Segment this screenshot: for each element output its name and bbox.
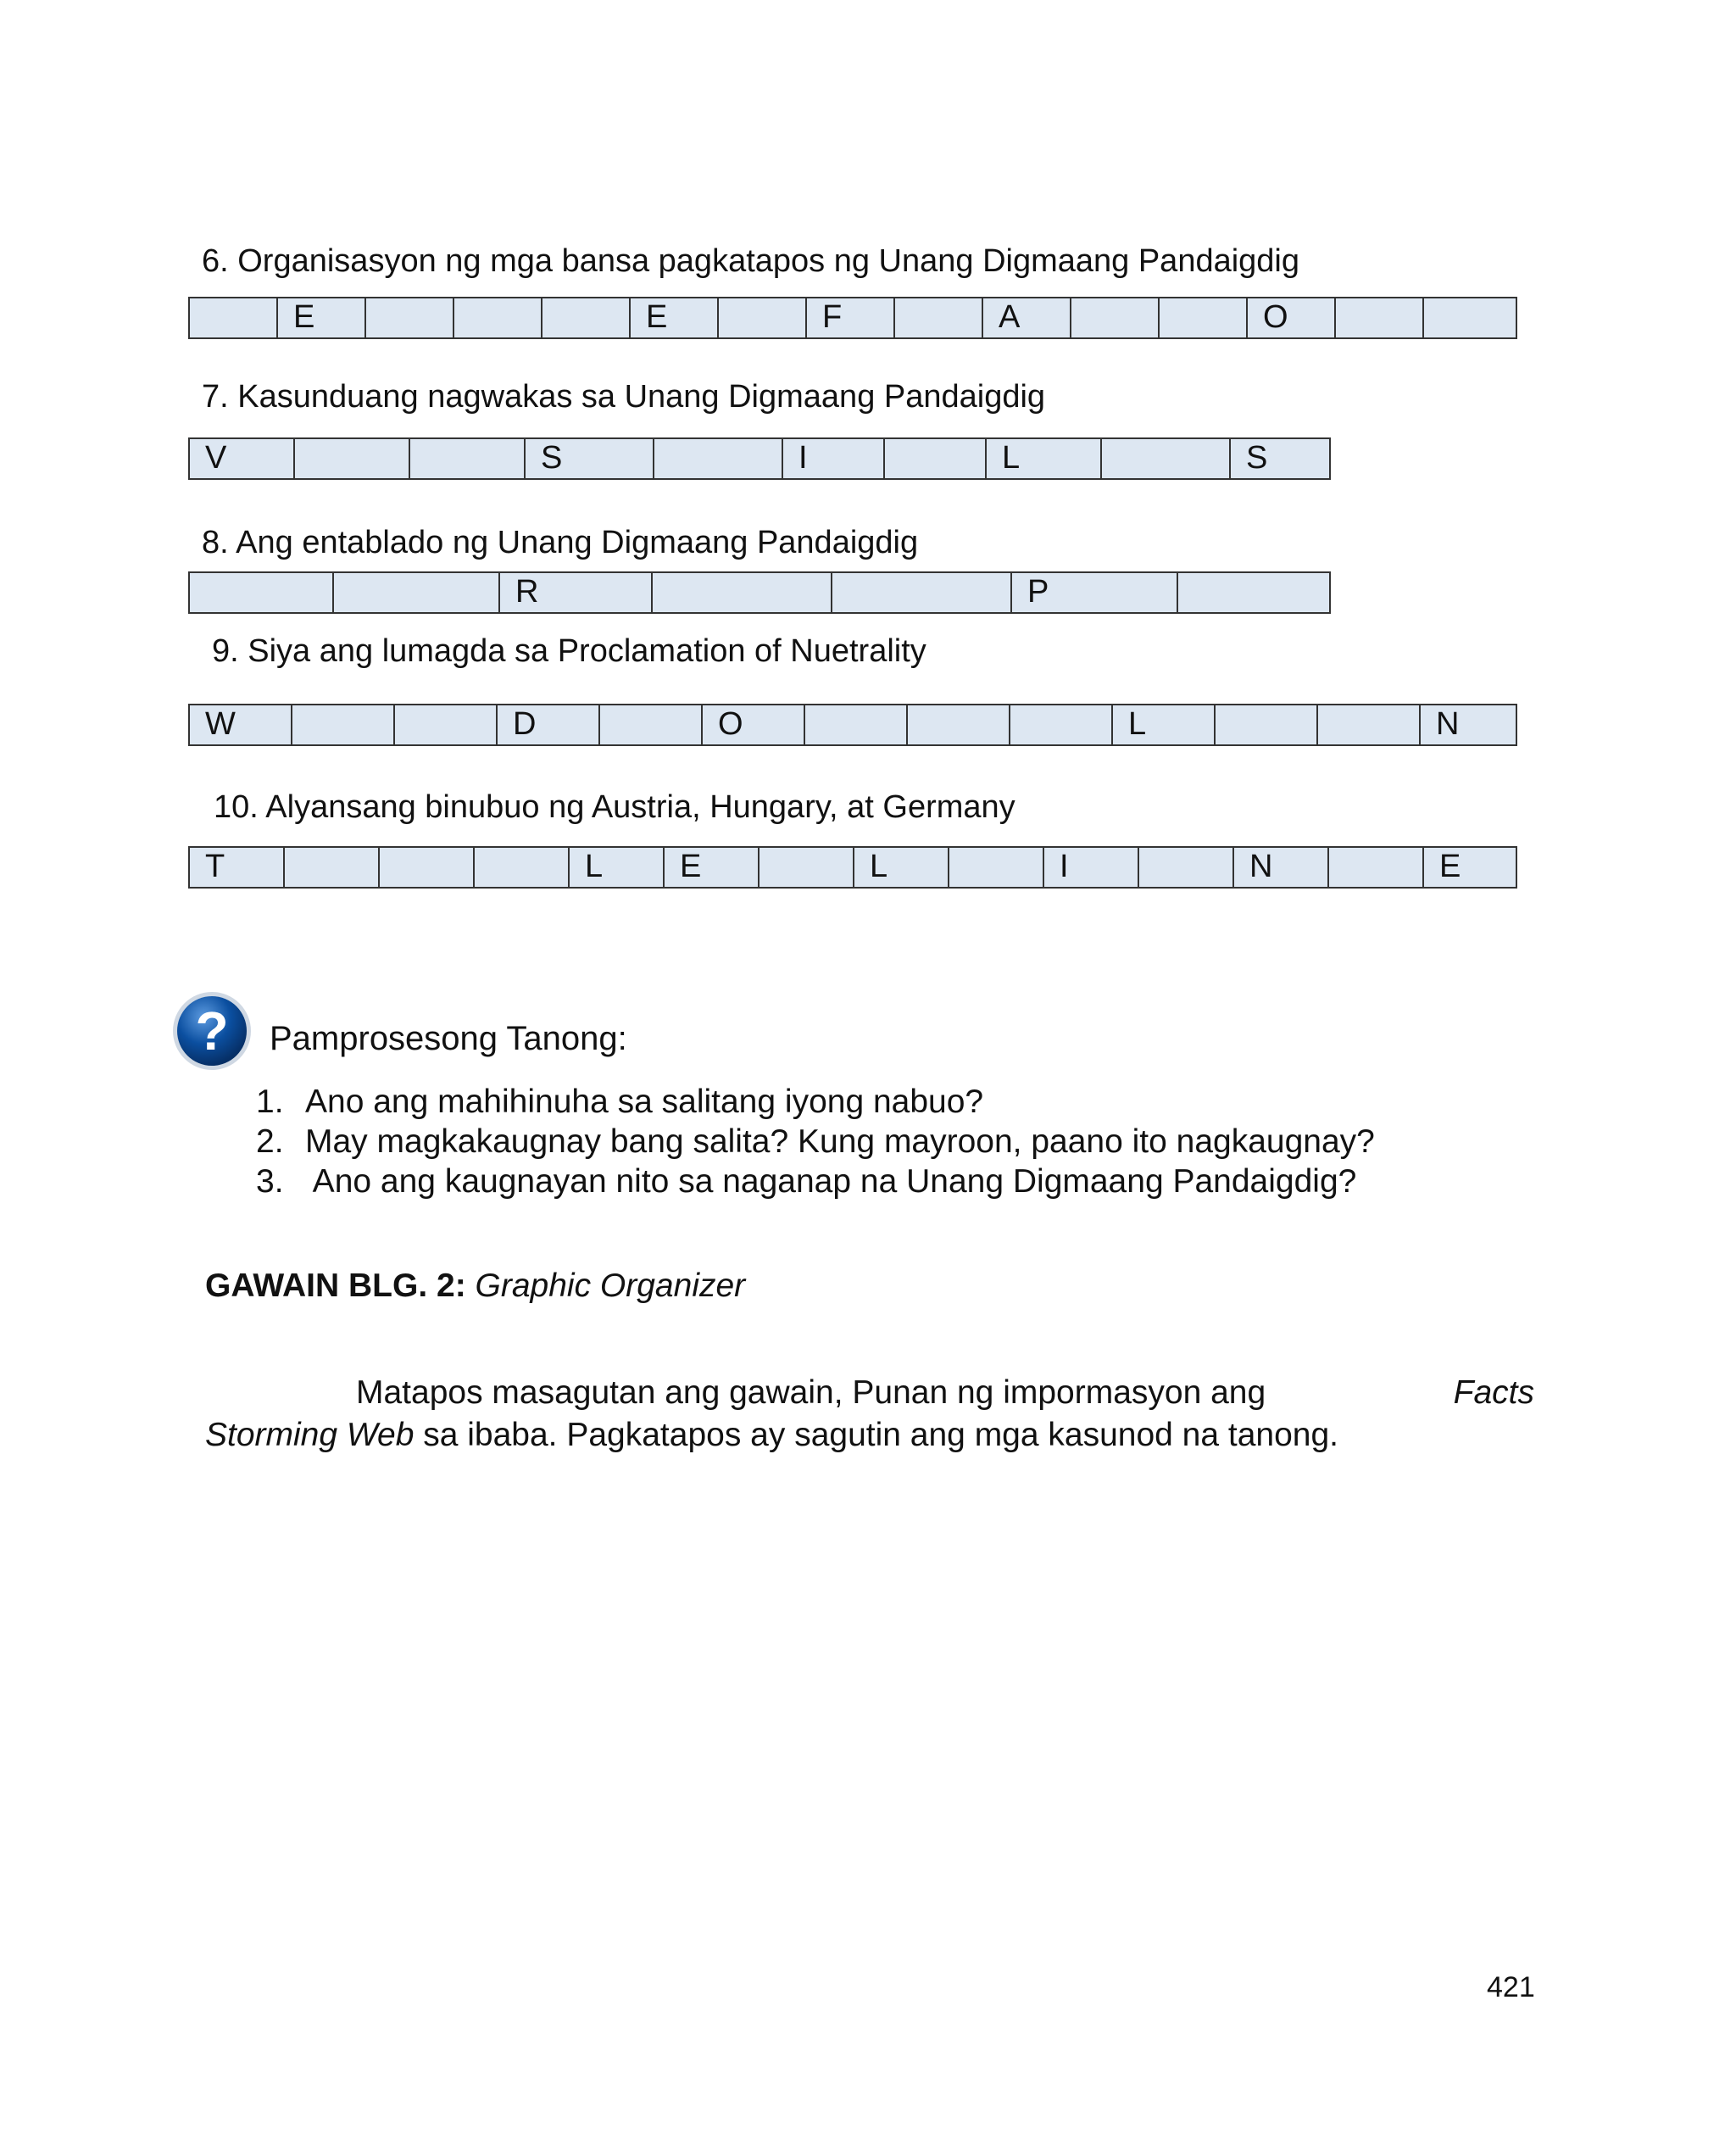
letter-cell[interactable] — [334, 573, 500, 612]
letter-cell[interactable]: L — [1113, 705, 1216, 744]
question-6-title: 6. Organisasyon ng mga bansa pagkatapos ng Unang Digmaang Pandaigdig — [202, 243, 1300, 279]
letter-cell[interactable] — [190, 298, 278, 337]
letter-cell[interactable] — [380, 848, 475, 887]
letter-cell[interactable] — [1424, 298, 1516, 337]
letter-cell[interactable]: E — [1439, 849, 1461, 884]
processing-title: Pamprosesong Tanong: — [270, 1020, 627, 1057]
letter-cell[interactable] — [653, 573, 832, 612]
activity-heading — [205, 1267, 745, 1306]
letter-cell[interactable] — [1216, 705, 1318, 744]
question-mark-icon — [171, 990, 253, 1072]
question-7-title: 7. Kasunduang nagwakas sa Unang Digmaang Pandaigdig — [202, 379, 1046, 415]
letter-cell[interactable] — [949, 848, 1044, 887]
letter-cell[interactable]: L — [987, 439, 1102, 478]
letter-cell[interactable]: E — [278, 298, 366, 337]
question-9-title: 9. Siya ang lumagda sa Proclamation of Nuetrality — [212, 633, 926, 669]
letter-cell[interactable]: S — [526, 439, 654, 478]
letter-cell[interactable]: N — [1234, 848, 1329, 887]
letter-cell[interactable]: O — [1248, 298, 1336, 337]
letter-cell[interactable] — [719, 298, 807, 337]
letter-cell[interactable] — [760, 848, 854, 887]
activity-title: Graphic Organizer — [475, 1268, 746, 1304]
activity-label: GAWAIN BLG. 2: — [205, 1268, 466, 1304]
letter-cell[interactable] — [1318, 705, 1421, 744]
list-item: 1. Ano ang mahihinuha sa salitang iyong nabuo? — [256, 1084, 984, 1120]
letter-cell[interactable]: S — [1246, 440, 1268, 476]
letter-cell[interactable] — [292, 705, 395, 744]
question-9-grid — [188, 704, 1517, 746]
letter-cell[interactable] — [600, 705, 703, 744]
letter-cell[interactable] — [885, 439, 987, 478]
instruction-paragraph: Matapos masagutan ang gawain, Punan ng impormasyon ang Facts Storming Web sa ibaba. Pagkatapos ay sagutin ang mga kasunod na tanong. — [205, 1374, 1534, 1453]
letter-cell[interactable] — [1178, 573, 1329, 612]
letter-cell[interactable]: E — [665, 848, 760, 887]
letter-cell[interactable] — [895, 298, 983, 337]
letter-cell[interactable] — [295, 439, 410, 478]
letter-cell[interactable] — [1071, 298, 1160, 337]
list-item: 2. May magkakaugnay bang salita? Kung mayroon, paano ito nagkaugnay? — [256, 1123, 1375, 1160]
processing-list — [256, 1082, 1375, 1201]
page-number: 421 — [1487, 1971, 1535, 2003]
letter-cell[interactable]: A — [983, 298, 1071, 337]
letter-cell[interactable] — [654, 439, 783, 478]
letter-cell[interactable]: T — [190, 848, 285, 887]
question-8-title: 8. Ang entablado ng Unang Digmaang Pandaigdig — [202, 525, 919, 560]
letter-cell[interactable] — [1139, 848, 1234, 887]
letter-cell[interactable]: F — [807, 298, 895, 337]
letter-cell[interactable] — [542, 298, 631, 337]
question-10-title: 10. Alyansang binubuo ng Austria, Hungary, at Germany — [214, 789, 1015, 825]
letter-cell[interactable]: L — [854, 848, 949, 887]
letter-cell[interactable] — [285, 848, 380, 887]
letter-cell[interactable] — [908, 705, 1010, 744]
letter-cell[interactable] — [1329, 848, 1424, 887]
question-6-grid — [188, 297, 1517, 339]
letter-cell[interactable]: I — [783, 439, 885, 478]
question-10-grid — [188, 846, 1517, 889]
letter-cell[interactable]: N — [1436, 706, 1460, 742]
letter-cell[interactable] — [1010, 705, 1113, 744]
letter-cell[interactable] — [1160, 298, 1248, 337]
letter-cell[interactable]: V — [190, 439, 295, 478]
letter-cell[interactable] — [454, 298, 542, 337]
question-7-grid — [188, 437, 1331, 480]
letter-cell[interactable]: R — [500, 573, 653, 612]
question-mark-glyph: ? — [195, 1000, 229, 1061]
letter-cell[interactable] — [410, 439, 526, 478]
letter-cell[interactable] — [475, 848, 570, 887]
letter-cell[interactable] — [190, 573, 334, 612]
list-item: 3. Ano ang kaugnayan nito sa naganap na Unang Digmaang Pandaigdig? — [256, 1163, 1357, 1200]
letter-cell[interactable] — [366, 298, 454, 337]
letter-cell[interactable]: I — [1044, 848, 1139, 887]
letter-cell[interactable]: O — [703, 705, 805, 744]
letter-cell[interactable]: W — [190, 705, 292, 744]
letter-cell[interactable] — [395, 705, 498, 744]
letter-cell[interactable] — [1336, 298, 1424, 337]
letter-cell[interactable]: L — [570, 848, 665, 887]
letter-cell[interactable]: P — [1012, 573, 1178, 612]
letter-cell[interactable]: E — [631, 298, 719, 337]
question-8-grid — [188, 571, 1331, 614]
letter-cell[interactable]: D — [498, 705, 600, 744]
letter-cell[interactable] — [805, 705, 908, 744]
letter-cell[interactable] — [832, 573, 1012, 612]
letter-cell[interactable] — [1102, 439, 1231, 478]
